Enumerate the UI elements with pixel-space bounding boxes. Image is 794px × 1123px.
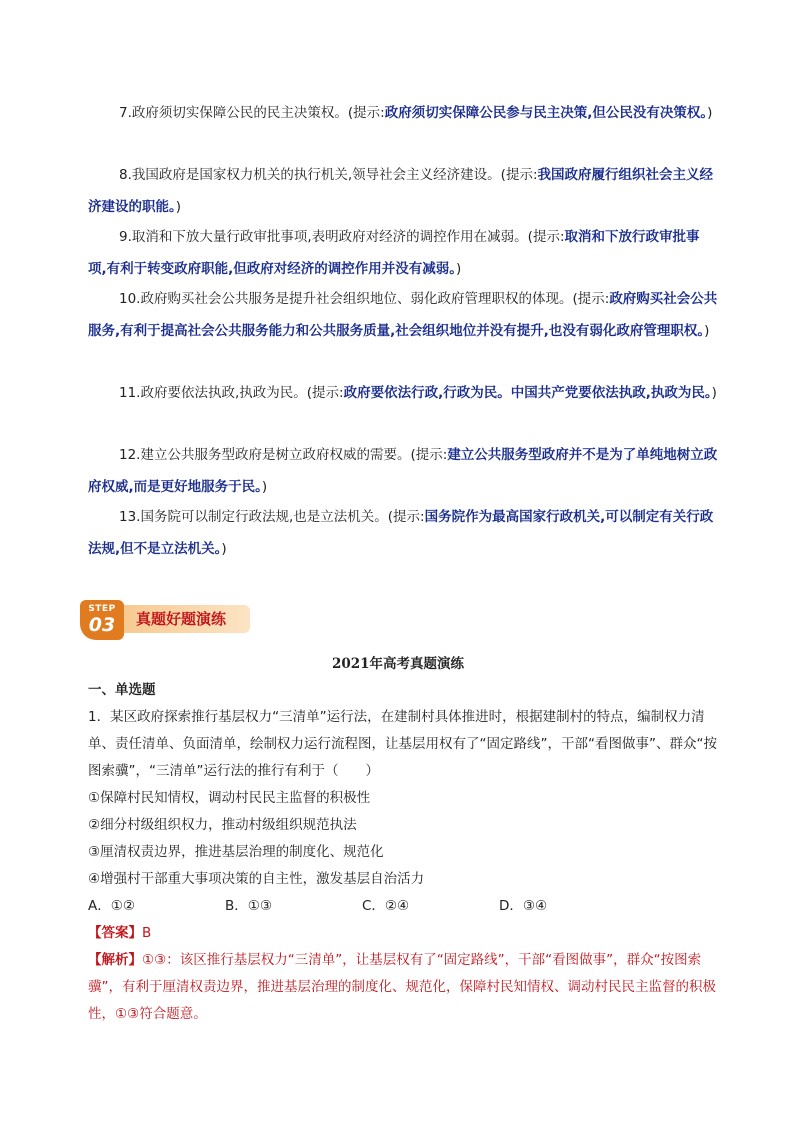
answer-value: B (142, 925, 152, 941)
option-d: D．③④ (499, 898, 548, 914)
true-false-item-12: 12.建立公共服务型政府是树立政府权威的需要。(提示:建立公共服务型政府并不是为了单纯地树立政府权威,而是更好地服务于民。) (88, 447, 718, 495)
true-false-item-11: 11.政府要依法执政,执政为民。(提示:政府要依法行政,行政为民。中国共产党要依法执政,执政为民。) (119, 385, 717, 401)
hint-text: 取消和下放行政审批事项,有利于转变政府职能,但政府对经济的调控作用并没有减弱。 (88, 229, 700, 277)
hint-text: 我国政府履行组织社会主义经济建设的职能。 (88, 167, 713, 215)
hint-text: 政府购买社会公共服务,有利于提高社会公共服务能力和公共服务质量,社会组织地位并没有提升,也没有弱化政府管理职权。 (88, 291, 718, 339)
true-false-item-9: 9.取消和下放大量行政审批事项,表明政府对经济的调控作用在减弱。(提示:取消和下放行政审批事项,有利于转变政府职能,但政府对经济的调控作用并没有减弱。) (88, 229, 700, 277)
statement-4: ④增强村干部重大事项决策的自主性，激发基层自治活力 (88, 871, 425, 887)
statement-2: ②细分村级组织权力，推动村级组织规范执法 (88, 817, 357, 833)
true-false-item-7: 7.政府须切实保障公民的民主决策权。(提示:政府须切实保障公民参与民主决策,但公民没有决策权。) (119, 105, 713, 121)
answer-label: 【答案】 (88, 925, 142, 941)
option-c: C．②④ (362, 898, 410, 914)
true-false-item-13: 13.国务院可以制定行政法规,也是立法机关。(提示:国务院作为最高国家行政机关,可以制定有关行政法规,但不是立法机关。) (88, 509, 714, 557)
true-false-item-8: 8.我国政府是国家权力机关的执行机关,领导社会主义经济建设。(提示:我国政府履行组织社会主义经济建设的职能。) (88, 167, 713, 215)
statement-3: ③厘清权责边界，推进基层治理的制度化、规范化 (88, 844, 384, 860)
analysis-text: ①③：该区推行基层权力“三清单”，让基层权有了“固定路线”，干部“看图做事”，群众“按图索骥”，有利于厘清权责边界，推进基层治理的制度化、规范化，保障村民知情权、调动村民民主监督的积极性，①③符合题意。 (88, 952, 716, 1022)
question-1 (88, 677, 718, 1028)
analysis-label: 【解析】 (88, 952, 142, 968)
hint-text: 政府要依法行政,行政为民。中国共产党要依法执政,执政为民。 (343, 385, 712, 401)
step-banner (80, 600, 252, 640)
answer-line (88, 920, 718, 947)
step-title: 真题好题演练 (136, 610, 227, 628)
subsection-title: 一、单选题 (88, 682, 156, 698)
options-row (88, 893, 718, 920)
hint-text: 国务院作为最高国家行政机关,可以制定有关行政法规,但不是立法机关。 (88, 509, 714, 557)
step-number: 03 (88, 614, 116, 636)
step-title-ribbon (120, 605, 250, 633)
statement-1: ①保障村民知情权，调动村民民主监督的积极性 (88, 790, 371, 806)
question-stem: 1．某区政府探索推行基层权力“三清单”运行法，在建制村具体推进时，根据建制村的特点，编制权力清单、责任清单、负面清单，绘制权力运行流程图，让基层用权有了“固定路线”，干部“看图做事”、群众“按图索骥”，“三清单”运行法的推行有利于（ ） (88, 709, 717, 779)
hint-text: 政府须切实保障公民参与民主决策,但公民没有决策权。 (384, 105, 708, 121)
analysis-paragraph (88, 947, 718, 1028)
option-a: A．①② (88, 898, 135, 914)
hint-text: 建立公共服务型政府并不是为了单纯地树立政府权威,而是更好地服务于民。 (88, 447, 718, 495)
true-false-item-10: 10.政府购买社会公共服务是提升社会组织地位、弱化政府管理职权的体现。(提示:政府购买社会公共服务,有利于提高社会公共服务能力和公共服务质量,社会组织地位并没有提升,也没有弱化政府管理职权。) (88, 291, 718, 339)
section-title: 2021年高考真题演练 (331, 656, 465, 672)
step-badge (80, 600, 124, 640)
option-b: B．①③ (225, 898, 272, 914)
step-label: STEP (88, 604, 116, 614)
